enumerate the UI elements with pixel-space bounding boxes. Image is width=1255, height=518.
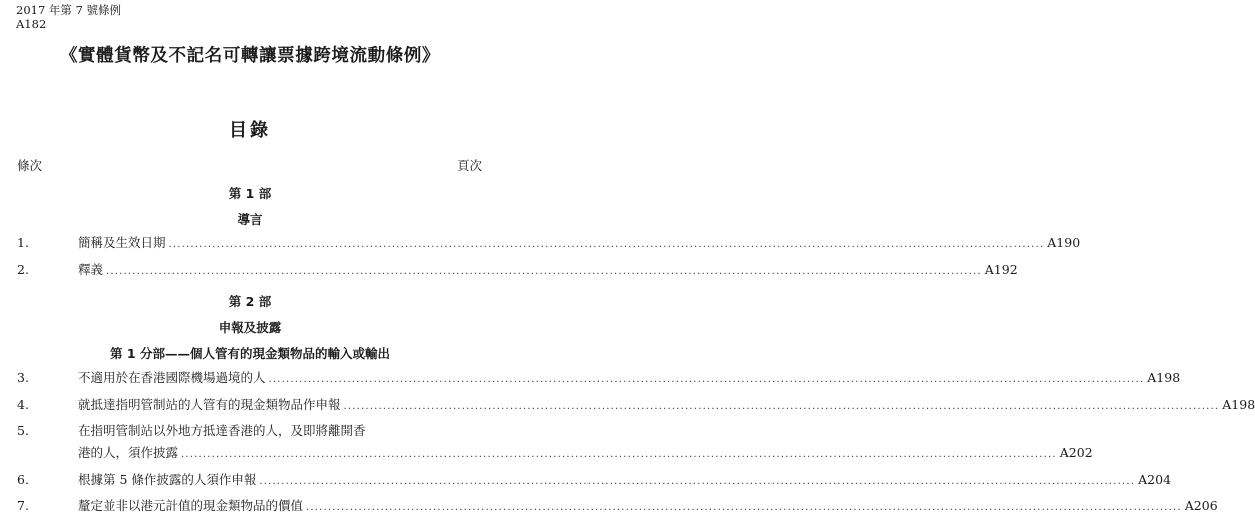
part-1-name: 導言 xyxy=(237,212,263,227)
section-title: 釋義 xyxy=(78,262,104,277)
section-page: A204 xyxy=(1138,472,1172,487)
section-title: 就抵達指明管制站的人管有的現金類物品作申報 xyxy=(78,397,341,412)
section-number: 3. xyxy=(17,370,29,385)
section-title: 根據第 5 條作披露的人須作申報 xyxy=(78,472,257,487)
part-1-heading: 第 1 部 xyxy=(228,186,272,201)
section-number: 5. xyxy=(17,423,29,438)
section-title: 簡稱及生效日期 xyxy=(78,235,166,250)
division-1-heading: 第 1 分部——個人管有的現金類物品的輸入或輸出 xyxy=(110,346,390,361)
dot-leader: ........................................................................................................................................................................................................ xyxy=(268,374,1145,385)
section-page: A206 xyxy=(1184,498,1218,513)
dot-leader: ........................................................................................................................................................................................................ xyxy=(168,239,1045,250)
dot-leader: ........................................................................................................................................................................................................ xyxy=(181,449,1057,460)
section-number: 1. xyxy=(17,235,29,250)
section-title: 釐定並非以港元計值的現金類物品的價值 xyxy=(78,498,304,513)
toc-entry[interactable] xyxy=(0,421,1093,463)
section-page: A190 xyxy=(1047,235,1081,250)
section-number: 7. xyxy=(17,498,29,513)
section-page: A198 xyxy=(1222,397,1255,412)
section-number: 2. xyxy=(17,262,29,277)
section-title-line-1: 在指明管制站以外地方抵達香港的人，及即將離開香 xyxy=(78,423,366,438)
dot-leader: ........................................................................................................................................................................................................ xyxy=(106,266,982,277)
section-page: A192 xyxy=(984,262,1018,277)
section-title: 不適用於在香港國際機場過境的人 xyxy=(78,370,266,385)
part-2-heading: 第 2 部 xyxy=(228,294,272,309)
dot-leader: ........................................................................................................................................................................................................ xyxy=(343,401,1220,412)
section-number: 4. xyxy=(17,397,29,412)
page-number: A182 xyxy=(16,17,47,31)
contents-heading: 目錄 xyxy=(229,120,271,141)
dot-leader: ........................................................................................................................................................................................................ xyxy=(259,476,1136,487)
ordinance-title: 《實體貨幣及不記名可轉讓票據跨境流動條例》 xyxy=(59,46,441,66)
part-2-name: 申報及披露 xyxy=(218,320,282,335)
dot-leader: ........................................................................................................................................................................................................ xyxy=(306,502,1182,513)
section-number: 6. xyxy=(17,472,29,487)
column-head-page: 頁次 xyxy=(456,158,482,173)
column-head-section: 條次 xyxy=(17,158,43,173)
section-page: A198 xyxy=(1147,370,1181,385)
section-title: 港的人，須作披露 xyxy=(78,445,179,460)
ordinance-number: 2017 年第 7 號條例 xyxy=(16,3,122,17)
section-page: A202 xyxy=(1059,445,1093,460)
